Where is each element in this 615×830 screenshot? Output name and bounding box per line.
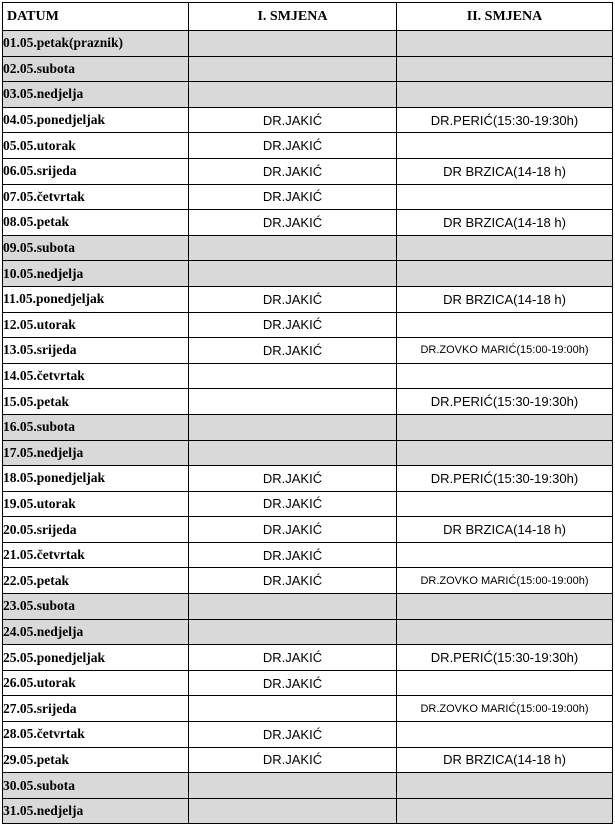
shift-1-cell	[189, 440, 397, 466]
shift-1-cell: DR.JAKIĆ	[189, 286, 397, 312]
header-shift-1: I. SMJENA	[189, 3, 397, 31]
table-row	[3, 491, 613, 517]
table-row	[3, 414, 613, 440]
shift-1-cell: DR.JAKIĆ	[189, 184, 397, 210]
shift-2-cell: DR BRZICA(14-18 h)	[397, 158, 613, 184]
duty-schedule-table	[2, 2, 613, 824]
shift-2-cell	[397, 235, 613, 261]
table-row	[3, 158, 613, 184]
table-row	[3, 568, 613, 594]
shift-1-cell: DR.JAKIĆ	[189, 338, 397, 364]
table-row	[3, 696, 613, 722]
date-cell: 28.05.četvrtak	[3, 722, 189, 748]
shift-2-cell	[397, 491, 613, 517]
shift-2-cell	[397, 619, 613, 645]
shift-2-cell	[397, 722, 613, 748]
table-row	[3, 210, 613, 236]
shift-1-cell	[189, 696, 397, 722]
date-cell: 19.05.utorak	[3, 491, 189, 517]
shift-2-cell	[397, 773, 613, 799]
shift-1-cell: DR.JAKIĆ	[189, 491, 397, 517]
date-cell: 18.05.ponedjeljak	[3, 466, 189, 492]
table-row	[3, 312, 613, 338]
date-cell: 08.05.petak	[3, 210, 189, 236]
date-cell: 15.05.petak	[3, 389, 189, 415]
shift-1-cell: DR.JAKIĆ	[189, 747, 397, 773]
shift-1-cell: DR.JAKIĆ	[189, 722, 397, 748]
date-cell: 31.05.nedjelja	[3, 798, 189, 824]
shift-2-cell	[397, 312, 613, 338]
date-cell: 24.05.nedjelja	[3, 619, 189, 645]
table-row	[3, 645, 613, 671]
shift-2-cell: DR.PERIĆ(15:30-19:30h)	[397, 389, 613, 415]
date-cell: 14.05.četvrtak	[3, 363, 189, 389]
table-row	[3, 466, 613, 492]
date-cell: 25.05.ponedjeljak	[3, 645, 189, 671]
shift-1-cell: DR.JAKIĆ	[189, 210, 397, 236]
header-date: DATUM	[3, 3, 189, 31]
date-cell: 30.05.subota	[3, 773, 189, 799]
shift-1-cell: DR.JAKIĆ	[189, 312, 397, 338]
table-row	[3, 107, 613, 133]
shift-1-cell: DR.JAKIĆ	[189, 645, 397, 671]
date-cell: 03.05.nedjelja	[3, 82, 189, 108]
shift-2-cell	[397, 261, 613, 287]
shift-2-cell	[397, 363, 613, 389]
shift-1-cell	[189, 414, 397, 440]
date-cell: 02.05.subota	[3, 56, 189, 82]
date-cell: 16.05.subota	[3, 414, 189, 440]
shift-2-cell	[397, 798, 613, 824]
date-cell: 13.05.srijeda	[3, 338, 189, 364]
table-row	[3, 773, 613, 799]
table-row	[3, 82, 613, 108]
table-row	[3, 235, 613, 261]
shift-2-cell: DR.PERIĆ(15:30-19:30h)	[397, 645, 613, 671]
table-row	[3, 542, 613, 568]
shift-2-cell: DR.ZOVKO MARIĆ(15:00-19:00h)	[397, 568, 613, 594]
table-row	[3, 798, 613, 824]
shift-1-cell	[189, 31, 397, 57]
shift-1-cell	[189, 594, 397, 620]
shift-2-cell	[397, 133, 613, 159]
shift-2-cell	[397, 542, 613, 568]
shift-1-cell	[189, 82, 397, 108]
shift-1-cell: DR.JAKIĆ	[189, 670, 397, 696]
shift-2-cell: DR.PERIĆ(15:30-19:30h)	[397, 107, 613, 133]
shift-2-cell: DR BRZICA(14-18 h)	[397, 210, 613, 236]
date-cell: 04.05.ponedjeljak	[3, 107, 189, 133]
date-cell: 09.05.subota	[3, 235, 189, 261]
table-row	[3, 594, 613, 620]
date-cell: 26.05.utorak	[3, 670, 189, 696]
shift-1-cell	[189, 363, 397, 389]
date-cell: 06.05.srijeda	[3, 158, 189, 184]
shift-2-cell	[397, 31, 613, 57]
shift-1-cell	[189, 56, 397, 82]
date-cell: 22.05.petak	[3, 568, 189, 594]
table-row	[3, 722, 613, 748]
date-cell: 10.05.nedjelja	[3, 261, 189, 287]
shift-2-cell	[397, 440, 613, 466]
shift-1-cell: DR.JAKIĆ	[189, 158, 397, 184]
table-row	[3, 338, 613, 364]
table-row	[3, 363, 613, 389]
shift-2-cell	[397, 184, 613, 210]
shift-1-cell: DR.JAKIĆ	[189, 542, 397, 568]
date-cell: 27.05.srijeda	[3, 696, 189, 722]
shift-1-cell	[189, 261, 397, 287]
shift-1-cell: DR.JAKIĆ	[189, 133, 397, 159]
date-cell: 11.05.ponedjeljak	[3, 286, 189, 312]
shift-2-cell: DR.ZOVKO MARIĆ(15:00-19:00h)	[397, 338, 613, 364]
shift-2-cell	[397, 56, 613, 82]
date-cell: 12.05.utorak	[3, 312, 189, 338]
shift-2-cell	[397, 82, 613, 108]
table-row	[3, 670, 613, 696]
shift-2-cell: DR.ZOVKO MARIĆ(15:00-19:00h)	[397, 696, 613, 722]
shift-2-cell: DR BRZICA(14-18 h)	[397, 517, 613, 543]
shift-2-cell	[397, 414, 613, 440]
table-row	[3, 56, 613, 82]
date-cell: 20.05.srijeda	[3, 517, 189, 543]
table-row	[3, 286, 613, 312]
shift-2-cell: DR.PERIĆ(15:30-19:30h)	[397, 466, 613, 492]
shift-1-cell	[189, 798, 397, 824]
shift-1-cell	[189, 389, 397, 415]
shift-1-cell: DR.JAKIĆ	[189, 466, 397, 492]
date-cell: 05.05.utorak	[3, 133, 189, 159]
date-cell: 07.05.četvrtak	[3, 184, 189, 210]
date-cell: 23.05.subota	[3, 594, 189, 620]
table-row	[3, 261, 613, 287]
table-row	[3, 31, 613, 57]
shift-1-cell: DR.JAKIĆ	[189, 107, 397, 133]
header-row	[3, 3, 613, 31]
date-cell: 17.05.nedjelja	[3, 440, 189, 466]
table-row	[3, 747, 613, 773]
shift-2-cell: DR BRZICA(14-18 h)	[397, 286, 613, 312]
table-row	[3, 184, 613, 210]
header-shift-2: II. SMJENA	[397, 3, 613, 31]
shift-2-cell	[397, 670, 613, 696]
table-row	[3, 440, 613, 466]
date-cell: 29.05.petak	[3, 747, 189, 773]
shift-1-cell	[189, 235, 397, 261]
table-row	[3, 133, 613, 159]
shift-2-cell	[397, 594, 613, 620]
date-cell: 21.05.četvrtak	[3, 542, 189, 568]
table-row	[3, 619, 613, 645]
date-cell: 01.05.petak(praznik)	[3, 31, 189, 57]
table-row	[3, 517, 613, 543]
shift-1-cell	[189, 773, 397, 799]
shift-1-cell	[189, 619, 397, 645]
shift-2-cell: DR BRZICA(14-18 h)	[397, 747, 613, 773]
table-row	[3, 389, 613, 415]
shift-1-cell: DR.JAKIĆ	[189, 517, 397, 543]
shift-1-cell: DR.JAKIĆ	[189, 568, 397, 594]
